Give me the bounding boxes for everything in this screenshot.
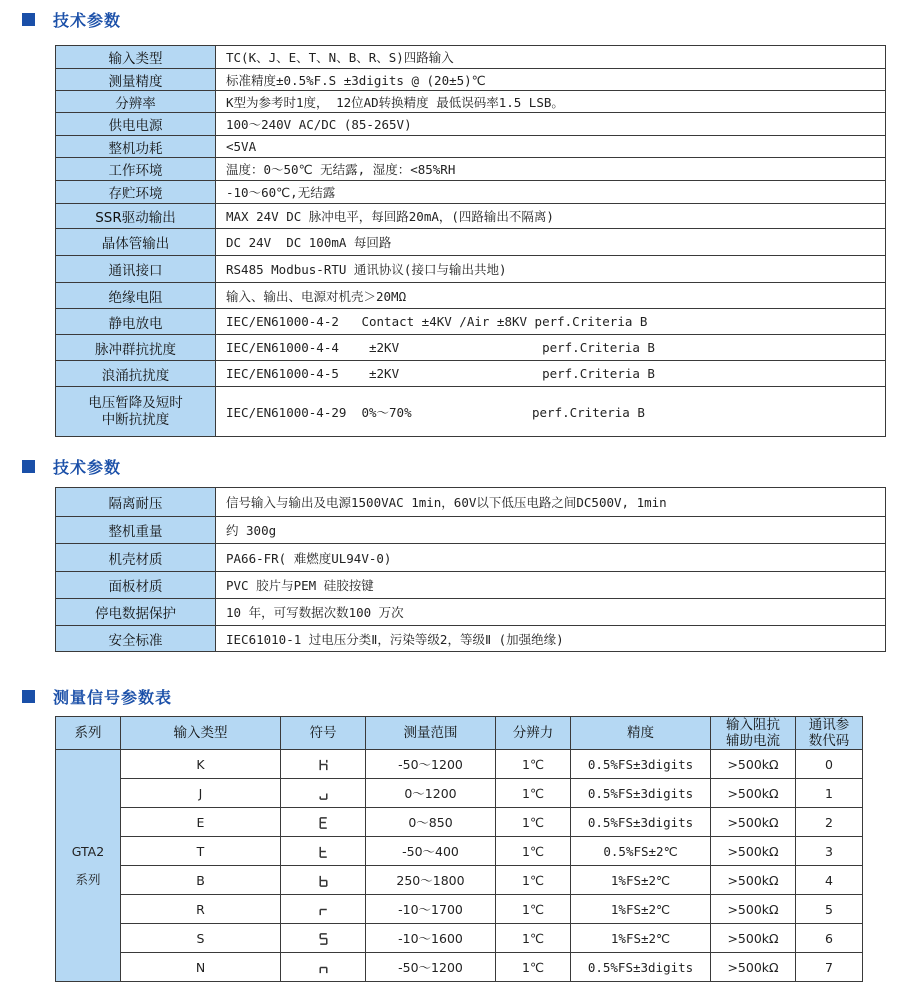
param-label: 测量精度 — [56, 69, 216, 91]
code-cell: 5 — [796, 895, 863, 924]
code-cell: 1 — [796, 779, 863, 808]
accuracy-cell: 0.5%FS±3digits — [571, 808, 711, 837]
table-row — [56, 837, 863, 866]
input-type-cell: J — [121, 779, 281, 808]
param-value: MAX 24V DC 脉冲电平，每回路20mA，(四路输出不隔离) — [216, 204, 886, 229]
param-value: PVC 胶片与PEM 硅胶按键 — [216, 572, 886, 599]
input-type-cell: R — [121, 895, 281, 924]
symbol-cell — [281, 895, 366, 924]
param-value: TC(K、J、E、T、N、B、R、S)四路输入 — [216, 46, 886, 69]
resolution-cell: 1℃ — [496, 779, 571, 808]
section-title: 技术参数 — [53, 10, 122, 30]
header-code-line: 数代码 — [808, 733, 850, 749]
tech-params-table-2 — [55, 487, 886, 652]
param-label: 脉冲群抗扰度 — [56, 335, 216, 361]
range-cell: 0～1200 — [366, 779, 496, 808]
section-marker-icon — [22, 690, 35, 703]
resolution-cell: 1℃ — [496, 808, 571, 837]
param-value: IEC/EN61000-4-29 0%～70% perf.Criteria B — [216, 387, 886, 437]
range-cell: -50～400 — [366, 837, 496, 866]
input-type-cell: N — [121, 953, 281, 982]
table-row — [56, 572, 886, 599]
header-resolution: 分辨力 — [496, 717, 571, 750]
table-row — [56, 750, 863, 779]
table-row — [56, 283, 886, 309]
input-type-cell: B — [121, 866, 281, 895]
section-title: 测量信号参数表 — [53, 687, 173, 707]
param-value: 温度：0～50℃ 无结露, 湿度：<85%RH — [216, 158, 886, 181]
seg-b-icon — [318, 874, 329, 888]
tech-params-table-1 — [55, 45, 886, 437]
resolution-cell: 1℃ — [496, 866, 571, 895]
param-label-line: 电压暂降及短时 — [88, 394, 183, 411]
range-cell: -50～1200 — [366, 750, 496, 779]
param-label: 机壳材质 — [56, 544, 216, 572]
param-label-line: 中断抗扰度 — [101, 411, 170, 428]
symbol-cell — [281, 750, 366, 779]
section-header-2 — [22, 455, 121, 477]
resolution-cell: 1℃ — [496, 750, 571, 779]
header-code-line: 通讯参 — [808, 717, 850, 733]
range-cell: 250～1800 — [366, 866, 496, 895]
param-value: IEC/EN61000-4-4 ±2KV perf.Criteria B — [216, 335, 886, 361]
table-row — [56, 361, 886, 387]
series-cell — [56, 750, 121, 982]
param-label: 存贮环境 — [56, 181, 216, 204]
header-input-type: 输入类型 — [121, 717, 281, 750]
accuracy-cell: 1%FS±2℃ — [571, 895, 711, 924]
code-cell: 2 — [796, 808, 863, 837]
accuracy-cell: 0.5%FS±2℃ — [571, 837, 711, 866]
table-row — [56, 517, 886, 544]
symbol-cell — [281, 808, 366, 837]
table-row — [56, 69, 886, 91]
table-row — [56, 866, 863, 895]
code-cell: 7 — [796, 953, 863, 982]
param-value: 100～240V AC/DC (85-265V) — [216, 113, 886, 136]
param-value: DC 24V DC 100mA 每回路 — [216, 229, 886, 256]
param-label: 输入类型 — [56, 46, 216, 69]
table-row — [56, 158, 886, 181]
seg-e-icon — [318, 816, 329, 830]
symbol-cell — [281, 953, 366, 982]
seg-r-icon — [318, 903, 329, 917]
param-label: 隔离耐压 — [56, 488, 216, 517]
table-row — [56, 544, 886, 572]
table-header-row — [56, 717, 863, 750]
param-value: IEC/EN61000-4-2 Contact ±4KV /Air ±8KV perf.Criteria B — [216, 309, 886, 335]
table-row — [56, 204, 886, 229]
range-cell: 0～850 — [366, 808, 496, 837]
series-name: GTA2 — [71, 843, 105, 859]
param-label: 面板材质 — [56, 572, 216, 599]
impedance-cell: >500kΩ — [711, 866, 796, 895]
range-cell: -10～1600 — [366, 924, 496, 953]
header-series: 系列 — [56, 717, 121, 750]
impedance-cell: >500kΩ — [711, 953, 796, 982]
table-row — [56, 387, 886, 437]
signal-params-table — [55, 716, 863, 982]
param-value: K型为参考时1度， 12位AD转换精度 最低误码率1.5 LSB。 — [216, 91, 886, 113]
impedance-cell: >500kΩ — [711, 750, 796, 779]
header-symbol: 符号 — [281, 717, 366, 750]
param-label: 浪涌抗扰度 — [56, 361, 216, 387]
param-value: IEC61010-1 过电压分类Ⅱ，污染等级2，等级Ⅱ (加强绝缘) — [216, 626, 886, 652]
section-marker-icon — [22, 13, 35, 26]
param-value: 信号输入与输出及电源1500VAC 1min，60V以下低压电路之间DC500V, 1min — [216, 488, 886, 517]
section-marker-icon — [22, 460, 35, 473]
table-row — [56, 599, 886, 626]
header-range: 测量范围 — [366, 717, 496, 750]
range-cell: -50～1200 — [366, 953, 496, 982]
resolution-cell: 1℃ — [496, 924, 571, 953]
code-cell: 0 — [796, 750, 863, 779]
param-value: 输入、输出、电源对机壳＞20MΩ — [216, 283, 886, 309]
param-value: PA66-FR( 难燃度UL94V-0) — [216, 544, 886, 572]
param-label: SSR驱动输出 — [56, 204, 216, 229]
symbol-cell — [281, 924, 366, 953]
table-row — [56, 136, 886, 158]
param-label: 整机重量 — [56, 517, 216, 544]
input-type-cell: K — [121, 750, 281, 779]
code-cell: 3 — [796, 837, 863, 866]
table-row — [56, 808, 863, 837]
param-value: -10～60℃,无结露 — [216, 181, 886, 204]
header-impedance-line: 输入阻抗 — [726, 717, 780, 733]
param-label: 工作环境 — [56, 158, 216, 181]
impedance-cell: >500kΩ — [711, 808, 796, 837]
symbol-cell — [281, 866, 366, 895]
table-row — [56, 229, 886, 256]
table-row — [56, 309, 886, 335]
param-label: 供电电源 — [56, 113, 216, 136]
table-row — [56, 181, 886, 204]
resolution-cell: 1℃ — [496, 895, 571, 924]
header-accuracy: 精度 — [571, 717, 711, 750]
section-title: 技术参数 — [53, 457, 122, 477]
param-value: 约 300g — [216, 517, 886, 544]
table-row — [56, 335, 886, 361]
accuracy-cell: 0.5%FS±3digits — [571, 750, 711, 779]
param-value: 10 年，可写数据次数100 万次 — [216, 599, 886, 626]
table-row — [56, 779, 863, 808]
param-label: 晶体管输出 — [56, 229, 216, 256]
seg-j-icon — [318, 787, 329, 801]
table-row — [56, 46, 886, 69]
seg-t-icon — [318, 845, 329, 859]
seg-s-icon — [318, 932, 329, 946]
section-header-3 — [22, 685, 172, 707]
header-impedance-line: 辅助电流 — [726, 733, 780, 749]
impedance-cell: >500kΩ — [711, 895, 796, 924]
param-label: 停电数据保护 — [56, 599, 216, 626]
param-label: 通讯接口 — [56, 256, 216, 283]
impedance-cell: >500kΩ — [711, 837, 796, 866]
header-impedance — [711, 717, 796, 750]
table-row — [56, 91, 886, 113]
param-label: 绝缘电阻 — [56, 283, 216, 309]
accuracy-cell: 1%FS±2℃ — [571, 866, 711, 895]
resolution-cell: 1℃ — [496, 837, 571, 866]
code-cell: 4 — [796, 866, 863, 895]
param-label: 安全标准 — [56, 626, 216, 652]
series-suffix: 系列 — [75, 871, 101, 887]
table-row — [56, 626, 886, 652]
table-row — [56, 895, 863, 924]
seg-k-icon — [318, 758, 329, 772]
header-code — [796, 717, 863, 750]
param-label: 整机功耗 — [56, 136, 216, 158]
seg-n-icon — [318, 961, 329, 975]
param-value: <5VA — [216, 136, 886, 158]
param-label: 静电放电 — [56, 309, 216, 335]
param-value: 标准精度±0.5%F.S ±3digits @ (20±5)℃ — [216, 69, 886, 91]
param-label: 分辨率 — [56, 91, 216, 113]
symbol-cell — [281, 779, 366, 808]
table-row — [56, 953, 863, 982]
code-cell: 6 — [796, 924, 863, 953]
resolution-cell: 1℃ — [496, 953, 571, 982]
param-value: RS485 Modbus-RTU 通讯协议(接口与输出共地) — [216, 256, 886, 283]
accuracy-cell: 0.5%FS±3digits — [571, 953, 711, 982]
param-label — [56, 387, 216, 437]
table-row — [56, 924, 863, 953]
table-row — [56, 113, 886, 136]
input-type-cell: E — [121, 808, 281, 837]
accuracy-cell: 0.5%FS±3digits — [571, 779, 711, 808]
section-header-1 — [22, 8, 121, 30]
input-type-cell: S — [121, 924, 281, 953]
range-cell: -10～1700 — [366, 895, 496, 924]
accuracy-cell: 1%FS±2℃ — [571, 924, 711, 953]
param-value: IEC/EN61000-4-5 ±2KV perf.Criteria B — [216, 361, 886, 387]
table-row — [56, 488, 886, 517]
input-type-cell: T — [121, 837, 281, 866]
impedance-cell: >500kΩ — [711, 924, 796, 953]
impedance-cell: >500kΩ — [711, 779, 796, 808]
table-row — [56, 256, 886, 283]
symbol-cell — [281, 837, 366, 866]
